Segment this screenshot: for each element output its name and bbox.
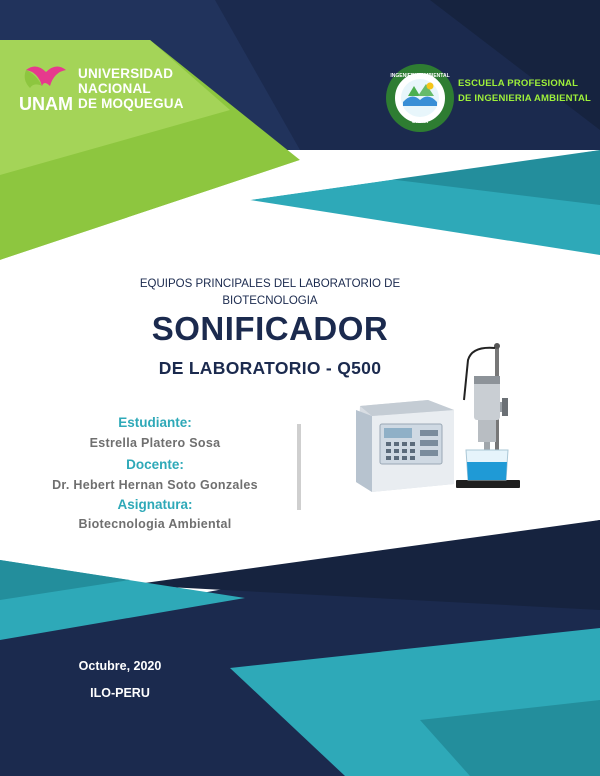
teacher-label: Docente: xyxy=(126,457,184,472)
school-seal-icon xyxy=(384,62,456,134)
cover-date: Octubre, 2020 xyxy=(78,659,162,673)
unam-logo xyxy=(16,64,76,116)
course-name: Biotecnologia Ambiental xyxy=(78,517,232,531)
subject-line: BIOTECNOLOGIA xyxy=(222,295,318,307)
school-name xyxy=(458,76,591,106)
student-name: Estrella Platero Sosa xyxy=(89,436,221,450)
university-name xyxy=(78,66,184,111)
school-name-line: DE INGENIERIA AMBIENTAL xyxy=(458,93,592,104)
university-name-line: DE MOQUEGUA xyxy=(78,96,184,111)
student-label: Estudiante: xyxy=(118,415,192,430)
university-name-line: UNIVERSIDAD xyxy=(78,66,174,81)
subject-line: EQUIPOS PRINCIPALES DEL LABORATORIO DE xyxy=(139,278,401,290)
unam-logo-text: UNAM xyxy=(19,94,73,114)
school-name-line: ESCUELA PROFESIONAL xyxy=(458,78,579,89)
sonicator-illustration xyxy=(352,340,532,500)
school-seal-bottom-text: UNAM xyxy=(411,119,429,125)
document-title: SONIFICADOR xyxy=(151,310,389,347)
university-name-line: NACIONAL xyxy=(78,81,151,96)
cover-place: ILO-PERU xyxy=(90,686,150,700)
document-subtitle: DE LABORATORIO - Q500 xyxy=(158,358,382,378)
document-subject xyxy=(110,276,430,310)
school-seal-text: INGENIERIA AMBIENTAL xyxy=(390,73,450,79)
details-divider xyxy=(297,424,301,510)
teacher-name: Dr. Hebert Hernan Soto Gonzales xyxy=(52,478,258,492)
course-label: Asignatura: xyxy=(117,497,193,512)
